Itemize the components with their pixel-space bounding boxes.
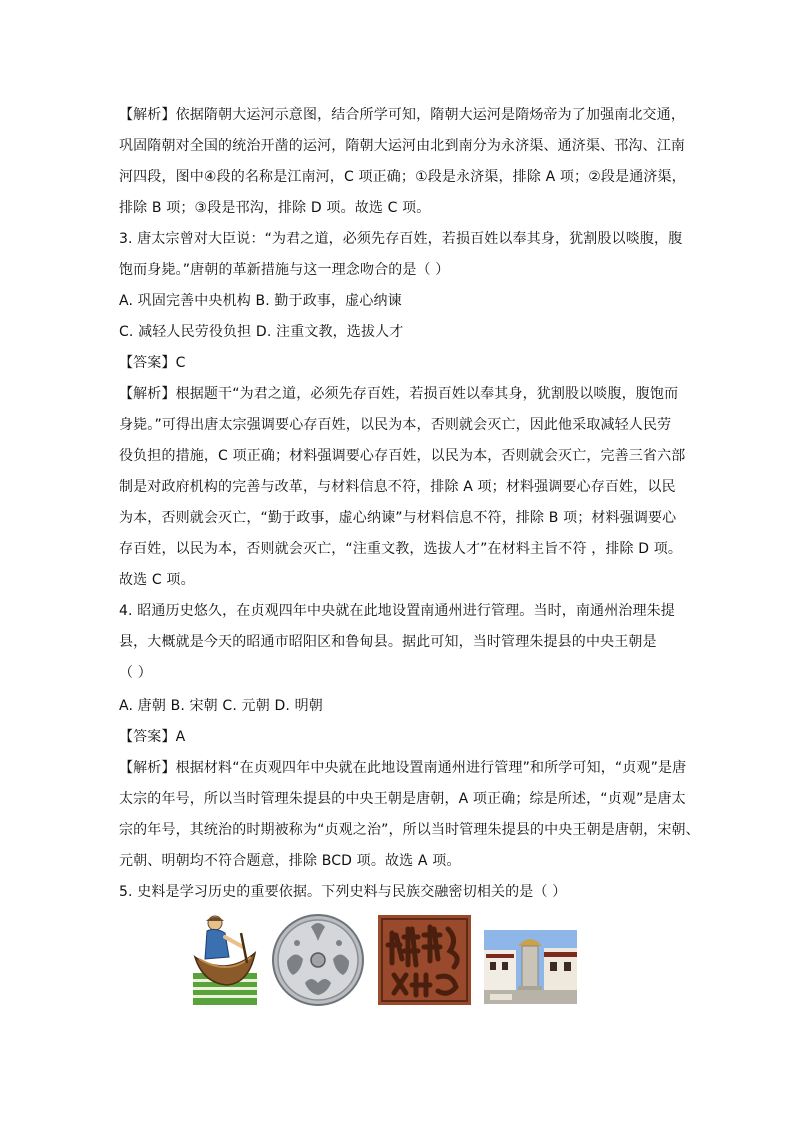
q4-analysis-line-3: 宗的年号，其统治的时期被称为“贞观之治”，所以当时管理朱提县的中央王朝是唐朝，宋朝、 — [119, 822, 700, 838]
q4-analysis-line-4: 元朝、明朝均不符合题意，排除 BCD 项。故选 A 项。 — [119, 853, 461, 869]
q3-analysis-line-5: 为本，否则就会灭亡，“勤于政事，虚心纳谏”与材料信息不符，排除 B 项；材料强调要心 — [119, 510, 677, 526]
q2-analysis-line-4: 排除 B 项；③段是邗沟，排除 D 项。故选 C 项。 — [119, 200, 431, 216]
bronze-mirror-image — [271, 913, 365, 1007]
q3-analysis-line-3: 役负担的措施，C 项正确；材料强调要心存百姓，以民为本，否则就会灭亡，完善三省六部 — [119, 448, 686, 464]
q4-option-line-1: A. 唐朝 B. 宋朝 C. 元朝 D. 明朝 — [119, 698, 323, 714]
q2-analysis-line-2: 巩固隋朝对全国的统治开凿的运河，隋朝大运河由北到南分为永济渠、通济渠、邗沟、江南 — [119, 138, 685, 154]
q4-stem-line-1: 4. 昭通历史悠久，在贞观四年中央就在此地设置南通州进行管理。当时，南通州治理朱提 — [119, 603, 675, 619]
q3-stem-line-1: 3. 唐太宗曾对大臣说：“为君之道，必须先存百姓，若损百姓以奉其身，犹割股以啖腹，腹 — [119, 231, 683, 247]
stele-photo-image — [484, 930, 577, 1004]
q3-answer: 【答案】C — [119, 355, 186, 371]
q3-stem-line-2: 饱而身毙。”唐朝的革新措施与这一理念吻合的是（ ） — [119, 262, 450, 278]
q3-option-line-1: A. 巩固完善中央机构 B. 勤于政事，虚心纳谏 — [119, 293, 402, 309]
q4-analysis-line-1: 【解析】根据材料“在贞观四年中央就在此地设置南通州进行管理”和所学可知，“贞观”是唐 — [119, 760, 687, 776]
q2-analysis-line-1: 【解析】依据隋朝大运河示意图，结合所学可知，隋朝大运河是隋炀帝为了加强南北交通， — [119, 107, 685, 123]
boat-figure-image — [193, 913, 257, 1005]
q4-stem-line-3: （ ） — [119, 665, 152, 681]
q3-analysis-line-2: 身毙。”可得出唐太宗强调要心存百姓，以民为本，否则就会灭亡，因此他采取减轻人民劳 — [119, 417, 672, 433]
q4-analysis-line-2: 太宗的年号，所以当时管理朱提县的中央王朝是唐朝，A 项正确；综是所述，“贞观”是唐太 — [119, 791, 686, 807]
q3-analysis-line-7: 故选 C 项。 — [119, 572, 195, 588]
q3-analysis-line-6: 存百姓，以民为本，否则就会灭亡，“注重文教，选拔人才”在材料主旨不符 ，排除 D 项。 — [119, 541, 683, 557]
carved-seal-image — [378, 915, 471, 1005]
q3-option-line-2: C. 减轻人民劳役负担 D. 注重文教，选拔人才 — [119, 324, 404, 340]
q3-analysis-line-4: 制是对政府机构的完善与改革，与材料信息不符，排除 A 项；材料强调要心存百姓，以民 — [119, 479, 676, 495]
q3-analysis-line-1: 【解析】根据题干“为君之道，必须先存百姓，若损百姓以奉其身，犹割股以啖腹，腹饱而 — [119, 386, 679, 402]
q4-stem-line-2: 县，大概就是今天的昭通市昭阳区和鲁甸县。据此可知，当时管理朱提县的中央王朝是 — [119, 634, 657, 650]
q2-analysis-line-3: 河四段，图中④段的名称是江南河，C 项正确；①段是永济渠，排除 A 项；②段是通济渠， — [119, 169, 686, 185]
q4-answer: 【答案】A — [119, 729, 186, 745]
q5-stem-line-1: 5. 史料是学习历史的重要依据。下列史料与民族交融密切相关的是（ ） — [119, 884, 567, 900]
